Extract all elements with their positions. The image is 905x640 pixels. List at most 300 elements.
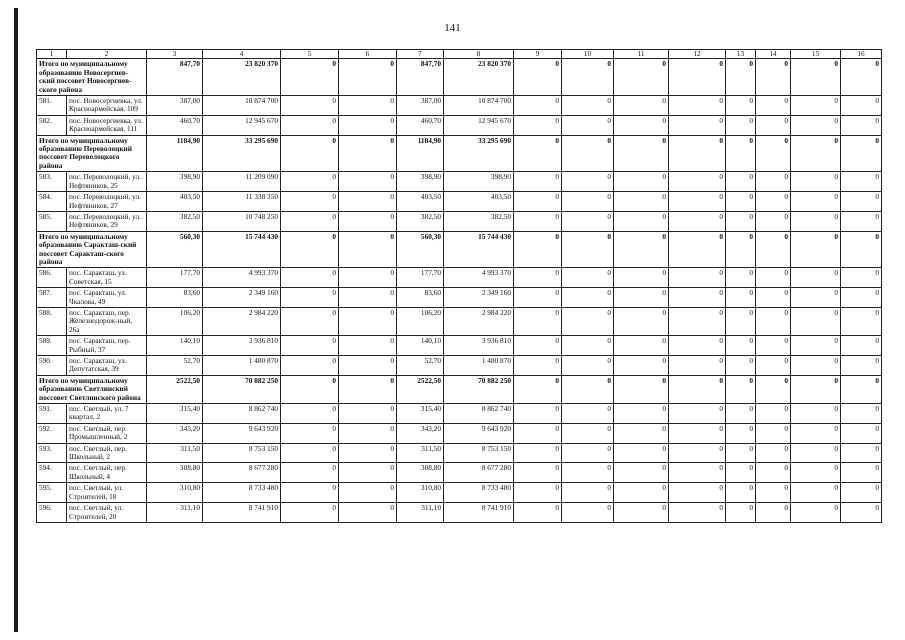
value-cell: 310,80 [397,483,444,503]
value-cell: 0 [614,375,669,403]
value-cell: 0 [756,307,791,335]
value-cell: 0 [281,59,339,96]
value-cell: 0 [514,375,562,403]
value-cell: 0 [791,192,841,212]
value-cell: 0 [562,503,614,523]
value-cell: 308,80 [147,463,203,483]
header-cell: 9 [514,50,562,59]
value-cell: 560,30 [147,231,203,268]
value-cell: 0 [841,307,882,335]
value-cell: 310,80 [147,483,203,503]
value-cell: 2 349 160 [444,288,514,308]
value-cell: 0 [841,375,882,403]
value-cell: 0 [614,59,669,96]
value-cell: 8 862 740 [444,404,514,424]
value-cell: 0 [841,115,882,135]
value-cell: 3 936 810 [203,336,281,356]
value-cell: 0 [841,463,882,483]
value-cell: 10 874 700 [444,96,514,116]
value-cell: 83,60 [147,288,203,308]
value-cell: 0 [726,356,756,376]
value-cell: 0 [756,135,791,172]
value-cell: 0 [514,135,562,172]
value-cell: 0 [281,463,339,483]
table-row [37,404,882,424]
value-cell: 0 [841,483,882,503]
value-cell: 311,10 [147,503,203,523]
value-cell: 311,50 [397,443,444,463]
data-table [36,49,882,523]
address-cell: пос. Саракташ, пер. Железнодорож-ный, 26а [67,307,147,335]
table-body [37,50,882,523]
value-cell: 0 [339,115,397,135]
value-cell: 0 [669,231,726,268]
value-cell: 0 [726,211,756,231]
value-cell: 0 [562,192,614,212]
value-cell: 0 [562,356,614,376]
address-cell: пос. Новосергиевка, ул. Красноармейская, 111 [67,115,147,135]
value-cell: 0 [669,404,726,424]
value-cell: 0 [614,288,669,308]
value-cell: 0 [841,268,882,288]
value-cell: 0 [791,483,841,503]
table-row [37,483,882,503]
value-cell: 0 [841,423,882,443]
value-cell: 0 [669,115,726,135]
value-cell: 0 [726,307,756,335]
value-cell: 0 [726,336,756,356]
address-cell: пос. Саракташ, ул. Депутатская, 39 [67,356,147,376]
value-cell: 0 [339,423,397,443]
value-cell: 0 [281,423,339,443]
value-cell: 0 [791,135,841,172]
value-cell: 0 [281,404,339,424]
value-cell: 0 [281,172,339,192]
value-cell: 23 820 370 [203,59,281,96]
value-cell: 0 [726,96,756,116]
address-cell: пос. Саракташ, ул. Чкалова, 49 [67,288,147,308]
value-cell: 0 [614,356,669,376]
address-cell: пос. Светлый, ул. Строителей, 20 [67,503,147,523]
row-number: 593. [37,443,67,463]
value-cell: 83,60 [397,288,444,308]
value-cell: 0 [791,268,841,288]
value-cell: 460,70 [397,115,444,135]
value-cell: 0 [281,135,339,172]
value-cell: 0 [562,59,614,96]
value-cell: 0 [669,96,726,116]
value-cell: 0 [281,356,339,376]
value-cell: 311,50 [147,443,203,463]
address-cell: пос. Переволоцкий, ул. Нефтяников, 29 [67,211,147,231]
value-cell: 0 [562,423,614,443]
value-cell: 0 [562,375,614,403]
total-label: Итого по муниципальному образованию Переволоцкий поссовет Переволоцкого района [37,135,147,172]
value-cell: 0 [756,483,791,503]
value-cell: 0 [614,336,669,356]
header-cell: 10 [562,50,614,59]
value-cell: 0 [514,268,562,288]
value-cell: 0 [841,211,882,231]
value-cell: 0 [669,135,726,172]
value-cell: 0 [281,96,339,116]
value-cell: 10 874 700 [203,96,281,116]
value-cell: 33 295 690 [203,135,281,172]
value-cell: 0 [791,336,841,356]
value-cell: 0 [726,192,756,212]
value-cell: 33 295 690 [444,135,514,172]
value-cell: 0 [614,423,669,443]
value-cell: 0 [669,59,726,96]
value-cell: 8 741 910 [444,503,514,523]
value-cell: 382,50 [444,211,514,231]
value-cell: 0 [562,404,614,424]
value-cell: 0 [339,231,397,268]
table-row [37,288,882,308]
value-cell: 8 677 280 [444,463,514,483]
value-cell: 177,70 [397,268,444,288]
value-cell: 0 [339,404,397,424]
value-cell: 0 [281,483,339,503]
value-cell: 0 [339,288,397,308]
value-cell: 403,50 [147,192,203,212]
value-cell: 0 [756,503,791,523]
value-cell: 382,50 [397,211,444,231]
value-cell: 847,70 [397,59,444,96]
value-cell: 0 [726,231,756,268]
value-cell: 0 [841,356,882,376]
value-cell: 0 [669,192,726,212]
value-cell: 0 [514,288,562,308]
row-number: 583. [37,172,67,192]
page-number: 141 [444,22,461,34]
value-cell: 1184,90 [397,135,444,172]
value-cell: 0 [726,115,756,135]
header-cell: 6 [339,50,397,59]
value-cell: 8 862 740 [203,404,281,424]
header-cell: 15 [791,50,841,59]
value-cell: 0 [756,336,791,356]
address-cell: пос. Светлый, пер. Школьный, 2 [67,443,147,463]
table-row [37,268,882,288]
value-cell: 0 [562,443,614,463]
value-cell: 382,50 [147,211,203,231]
value-cell: 0 [614,211,669,231]
value-cell: 0 [791,404,841,424]
header-cell: 14 [756,50,791,59]
address-cell: пос. Саракташ, пер. Рыбный, 37 [67,336,147,356]
row-number: 590. [37,356,67,376]
value-cell: 2522,50 [147,375,203,403]
total-label: Итого по муниципальному образованию Саракташ-ский поссовет Саракташ-ского района [37,231,147,268]
row-number: 587. [37,288,67,308]
value-cell: 0 [669,336,726,356]
value-cell: 0 [339,172,397,192]
value-cell: 0 [756,96,791,116]
value-cell: 0 [669,288,726,308]
value-cell: 460,70 [147,115,203,135]
value-cell: 177,70 [147,268,203,288]
total-label: Итого по муниципальному образованию Светлинский поссовет Светлинского района [37,375,147,403]
value-cell: 0 [791,423,841,443]
value-cell: 2 984 220 [444,307,514,335]
value-cell: 0 [841,503,882,523]
row-number: 592. [37,423,67,443]
value-cell: 398,90 [147,172,203,192]
value-cell: 15 744 430 [444,231,514,268]
value-cell: 0 [841,288,882,308]
value-cell: 0 [281,375,339,403]
value-cell: 0 [281,268,339,288]
value-cell: 0 [669,307,726,335]
value-cell: 0 [339,375,397,403]
value-cell: 0 [514,307,562,335]
value-cell: 0 [791,443,841,463]
value-cell: 0 [339,192,397,212]
value-cell: 0 [841,336,882,356]
value-cell: 0 [756,463,791,483]
header-cell: 3 [147,50,203,59]
value-cell: 0 [514,463,562,483]
value-cell: 847,70 [147,59,203,96]
total-label: Итого по муниципальному образованию Новосергиев-ский поссовет Новосергиев-ского района [37,59,147,96]
value-cell: 0 [514,443,562,463]
value-cell: 4 993 370 [444,268,514,288]
value-cell: 0 [514,59,562,96]
value-cell: 0 [726,268,756,288]
value-cell: 0 [339,483,397,503]
value-cell: 0 [281,443,339,463]
value-cell: 0 [562,336,614,356]
value-cell: 52,70 [397,356,444,376]
total-row [37,375,882,403]
value-cell: 0 [562,288,614,308]
value-cell: 0 [281,336,339,356]
value-cell: 0 [756,443,791,463]
row-number: 581. [37,96,67,116]
value-cell: 308,80 [397,463,444,483]
header-cell: 2 [67,50,147,59]
table-row [37,356,882,376]
header-cell: 8 [444,50,514,59]
value-cell: 0 [614,172,669,192]
header-cell: 13 [726,50,756,59]
value-cell: 0 [339,443,397,463]
value-cell: 0 [281,503,339,523]
header-cell: 12 [669,50,726,59]
value-cell: 0 [669,268,726,288]
value-cell: 0 [669,423,726,443]
header-cell: 11 [614,50,669,59]
value-cell: 0 [339,503,397,523]
value-cell: 398,90 [444,172,514,192]
value-cell: 0 [756,115,791,135]
value-cell: 70 882 250 [203,375,281,403]
value-cell: 0 [726,483,756,503]
value-cell: 0 [841,404,882,424]
value-cell: 0 [281,192,339,212]
table-row [37,115,882,135]
value-cell: 0 [562,172,614,192]
value-cell: 0 [669,172,726,192]
value-cell: 0 [281,115,339,135]
value-cell: 0 [562,463,614,483]
value-cell: 0 [726,375,756,403]
value-cell: 0 [791,503,841,523]
value-cell: 0 [339,463,397,483]
value-cell: 0 [669,211,726,231]
value-cell: 0 [841,231,882,268]
value-cell: 70 882 250 [444,375,514,403]
value-cell: 0 [514,356,562,376]
value-cell: 403,50 [397,192,444,212]
row-number: 589. [37,336,67,356]
value-cell: 0 [756,288,791,308]
row-number: 596. [37,503,67,523]
value-cell: 0 [756,404,791,424]
value-cell: 0 [841,96,882,116]
value-cell: 343,20 [397,423,444,443]
value-cell: 0 [791,211,841,231]
value-cell: 0 [281,231,339,268]
value-cell: 0 [514,172,562,192]
value-cell: 0 [791,375,841,403]
value-cell: 0 [614,96,669,116]
header-cell: 7 [397,50,444,59]
value-cell: 0 [562,211,614,231]
value-cell: 1184,90 [147,135,203,172]
value-cell: 0 [841,172,882,192]
value-cell: 3 936 810 [444,336,514,356]
value-cell: 0 [726,59,756,96]
value-cell: 8 733 480 [444,483,514,503]
value-cell: 0 [841,192,882,212]
value-cell: 398,90 [397,172,444,192]
value-cell: 387,00 [147,96,203,116]
value-cell: 0 [669,503,726,523]
value-cell: 0 [756,231,791,268]
value-cell: 0 [669,375,726,403]
value-cell: 343,20 [147,423,203,443]
value-cell: 0 [726,404,756,424]
value-cell: 0 [726,288,756,308]
header-row [37,50,882,59]
row-number: 585. [37,211,67,231]
value-cell: 0 [726,172,756,192]
value-cell: 12 945 670 [203,115,281,135]
value-cell: 8 677 280 [203,463,281,483]
value-cell: 0 [791,307,841,335]
value-cell: 0 [756,375,791,403]
value-cell: 0 [514,192,562,212]
value-cell: 0 [514,404,562,424]
row-number: 584. [37,192,67,212]
table-row [37,307,882,335]
value-cell: 0 [791,463,841,483]
value-cell: 315,40 [397,404,444,424]
value-cell: 0 [562,115,614,135]
value-cell: 1 480 870 [444,356,514,376]
value-cell: 0 [756,423,791,443]
table-row [37,96,882,116]
value-cell: 0 [756,268,791,288]
address-cell: пос. Саракташ, ул. Советская, 15 [67,268,147,288]
value-cell: 0 [614,443,669,463]
value-cell: 1 480 870 [203,356,281,376]
header-cell: 16 [841,50,882,59]
value-cell: 0 [339,336,397,356]
value-cell: 2522,50 [397,375,444,403]
value-cell: 387,00 [397,96,444,116]
header-cell: 5 [281,50,339,59]
value-cell: 0 [514,503,562,523]
value-cell: 0 [514,483,562,503]
row-number: 591. [37,404,67,424]
address-cell: пос. Светлый, ул. 7 квартал, 2 [67,404,147,424]
value-cell: 0 [756,192,791,212]
table-row [37,423,882,443]
value-cell: 0 [669,443,726,463]
value-cell: 140,10 [147,336,203,356]
value-cell: 0 [339,307,397,335]
value-cell: 0 [339,211,397,231]
value-cell: 0 [614,307,669,335]
value-cell: 0 [841,443,882,463]
value-cell: 0 [756,211,791,231]
value-cell: 0 [614,268,669,288]
value-cell: 0 [514,96,562,116]
value-cell: 11 209 090 [203,172,281,192]
value-cell: 0 [791,172,841,192]
value-cell: 0 [791,59,841,96]
value-cell: 12 945 670 [444,115,514,135]
value-cell: 0 [726,443,756,463]
scan-edge [14,8,18,632]
value-cell: 140,10 [397,336,444,356]
value-cell: 8 733 480 [203,483,281,503]
table-row [37,443,882,463]
value-cell: 52,70 [147,356,203,376]
value-cell: 315,40 [147,404,203,424]
value-cell: 0 [339,59,397,96]
value-cell: 0 [562,307,614,335]
address-cell: пос. Светлый, ул. Строителей, 18 [67,483,147,503]
value-cell: 560,30 [397,231,444,268]
row-number: 582. [37,115,67,135]
value-cell: 0 [339,135,397,172]
table-row [37,336,882,356]
value-cell: 0 [339,356,397,376]
value-cell: 0 [562,231,614,268]
value-cell: 8 741 910 [203,503,281,523]
value-cell: 0 [726,135,756,172]
value-cell: 0 [281,307,339,335]
value-cell: 11 338 350 [203,192,281,212]
value-cell: 0 [614,503,669,523]
value-cell: 0 [614,135,669,172]
value-cell: 2 349 160 [203,288,281,308]
address-cell: пос. Светлый, пер. Промышленный, 2 [67,423,147,443]
value-cell: 311,10 [397,503,444,523]
value-cell: 0 [614,115,669,135]
value-cell: 0 [756,59,791,96]
value-cell: 2 984 220 [203,307,281,335]
value-cell: 0 [791,288,841,308]
value-cell: 0 [562,96,614,116]
table-row [37,172,882,192]
value-cell: 4 993 370 [203,268,281,288]
value-cell: 0 [669,463,726,483]
